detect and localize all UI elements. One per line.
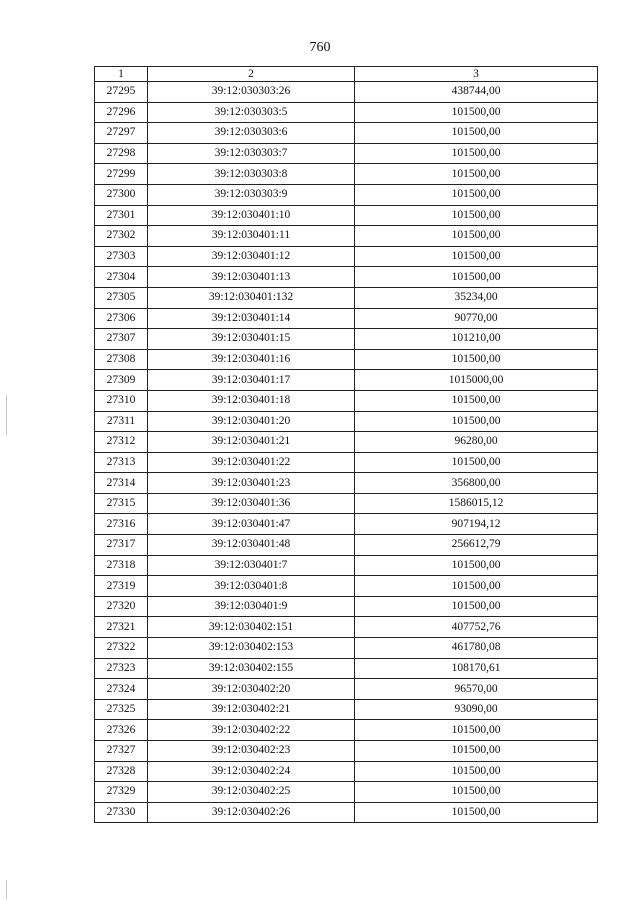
cadastral-number-cell: 39:12:030401:48 [148, 535, 355, 556]
value-cell: 101500,00 [355, 555, 598, 576]
value-cell: 256612,79 [355, 535, 598, 556]
cadastral-number-cell: 39:12:030401:13 [148, 267, 355, 288]
cadastral-number-cell: 39:12:030401:11 [148, 226, 355, 247]
cadastral-number-cell: 39:12:030303:6 [148, 123, 355, 144]
table-row [95, 576, 598, 597]
cadastral-number-cell: 39:12:030401:9 [148, 596, 355, 617]
row-number-cell: 27330 [95, 802, 148, 823]
value-cell: 101500,00 [355, 102, 598, 123]
cadastral-number-cell: 39:12:030402:24 [148, 761, 355, 782]
table-row [95, 493, 598, 514]
value-cell: 96280,00 [355, 432, 598, 453]
cadastral-number-cell: 39:12:030402:153 [148, 638, 355, 659]
cadastral-number-cell: 39:12:030401:22 [148, 452, 355, 473]
row-number-cell: 27309 [95, 370, 148, 391]
value-cell: 90770,00 [355, 308, 598, 329]
value-cell: 101500,00 [355, 164, 598, 185]
value-cell: 93090,00 [355, 699, 598, 720]
registry-table [94, 66, 598, 823]
row-number-cell: 27315 [95, 493, 148, 514]
row-number-cell: 27306 [95, 308, 148, 329]
value-cell: 1586015,12 [355, 493, 598, 514]
scan-margin-mark [6, 880, 7, 900]
table-row [95, 555, 598, 576]
row-number-cell: 27326 [95, 720, 148, 741]
value-cell: 101500,00 [355, 349, 598, 370]
row-number-cell: 27318 [95, 555, 148, 576]
value-cell: 101500,00 [355, 143, 598, 164]
row-number-cell: 27304 [95, 267, 148, 288]
value-cell: 101500,00 [355, 802, 598, 823]
row-number-cell: 27296 [95, 102, 148, 123]
column-header-cadastral-number: 2 [148, 67, 355, 82]
cadastral-number-cell: 39:12:030401:23 [148, 473, 355, 494]
cadastral-number-cell: 39:12:030401:20 [148, 411, 355, 432]
table-body [95, 82, 598, 823]
row-number-cell: 27299 [95, 164, 148, 185]
value-cell: 101500,00 [355, 267, 598, 288]
table-row [95, 287, 598, 308]
value-cell: 35234,00 [355, 287, 598, 308]
table-row [95, 782, 598, 803]
value-cell: 101500,00 [355, 184, 598, 205]
column-header-number: 1 [95, 67, 148, 82]
page-number: 760 [309, 40, 331, 55]
cadastral-number-cell: 39:12:030303:8 [148, 164, 355, 185]
row-number-cell: 27324 [95, 679, 148, 700]
cadastral-number-cell: 39:12:030401:36 [148, 493, 355, 514]
cadastral-number-cell: 39:12:030401:21 [148, 432, 355, 453]
value-cell: 438744,00 [355, 82, 598, 103]
value-cell: 907194,12 [355, 514, 598, 535]
table-row [95, 370, 598, 391]
row-number-cell: 27329 [95, 782, 148, 803]
table-row [95, 411, 598, 432]
table-row [95, 82, 598, 103]
table-row [95, 699, 598, 720]
table-row [95, 267, 598, 288]
row-number-cell: 27327 [95, 741, 148, 762]
cadastral-number-cell: 39:12:030303:5 [148, 102, 355, 123]
table-row [95, 617, 598, 638]
table-row [95, 679, 598, 700]
cadastral-number-cell: 39:12:030401:12 [148, 246, 355, 267]
table-row [95, 432, 598, 453]
cadastral-number-cell: 39:12:030401:8 [148, 576, 355, 597]
cadastral-number-cell: 39:12:030402:155 [148, 658, 355, 679]
row-number-cell: 27303 [95, 246, 148, 267]
row-number-cell: 27295 [95, 82, 148, 103]
cadastral-number-cell: 39:12:030401:10 [148, 205, 355, 226]
value-cell: 96570,00 [355, 679, 598, 700]
row-number-cell: 27322 [95, 638, 148, 659]
cadastral-number-cell: 39:12:030402:21 [148, 699, 355, 720]
table-row [95, 205, 598, 226]
cadastral-number-cell: 39:12:030401:132 [148, 287, 355, 308]
row-number-cell: 27313 [95, 452, 148, 473]
cadastral-number-cell: 39:12:030402:26 [148, 802, 355, 823]
row-number-cell: 27300 [95, 184, 148, 205]
row-number-cell: 27308 [95, 349, 148, 370]
scan-margin-mark [6, 395, 7, 435]
cadastral-number-cell: 39:12:030401:15 [148, 329, 355, 350]
value-cell: 101500,00 [355, 782, 598, 803]
row-number-cell: 27298 [95, 143, 148, 164]
cadastral-number-cell: 39:12:030303:7 [148, 143, 355, 164]
table-row [95, 102, 598, 123]
table-row [95, 308, 598, 329]
cadastral-number-cell: 39:12:030402:23 [148, 741, 355, 762]
value-cell: 101500,00 [355, 123, 598, 144]
table-row [95, 349, 598, 370]
table-row [95, 514, 598, 535]
table-row [95, 535, 598, 556]
cadastral-number-cell: 39:12:030401:14 [148, 308, 355, 329]
row-number-cell: 27302 [95, 226, 148, 247]
cadastral-number-cell: 39:12:030303:26 [148, 82, 355, 103]
row-number-cell: 27301 [95, 205, 148, 226]
table-row [95, 390, 598, 411]
column-header-value: 3 [355, 67, 598, 82]
table-row [95, 123, 598, 144]
row-number-cell: 27328 [95, 761, 148, 782]
row-number-cell: 27319 [95, 576, 148, 597]
table-row [95, 658, 598, 679]
cadastral-number-cell: 39:12:030401:18 [148, 390, 355, 411]
cadastral-number-cell: 39:12:030402:25 [148, 782, 355, 803]
table-row [95, 473, 598, 494]
cadastral-number-cell: 39:12:030402:20 [148, 679, 355, 700]
value-cell: 101500,00 [355, 576, 598, 597]
value-cell: 101500,00 [355, 205, 598, 226]
table-row [95, 143, 598, 164]
row-number-cell: 27310 [95, 390, 148, 411]
row-number-cell: 27297 [95, 123, 148, 144]
value-cell: 101500,00 [355, 411, 598, 432]
value-cell: 101500,00 [355, 741, 598, 762]
cadastral-number-cell: 39:12:030401:16 [148, 349, 355, 370]
table-row [95, 802, 598, 823]
value-cell: 101500,00 [355, 390, 598, 411]
cadastral-number-cell: 39:12:030402:22 [148, 720, 355, 741]
row-number-cell: 27311 [95, 411, 148, 432]
cadastral-number-cell: 39:12:030401:47 [148, 514, 355, 535]
table-row [95, 761, 598, 782]
row-number-cell: 27314 [95, 473, 148, 494]
cadastral-number-cell: 39:12:030401:7 [148, 555, 355, 576]
row-number-cell: 27317 [95, 535, 148, 556]
row-number-cell: 27320 [95, 596, 148, 617]
row-number-cell: 27305 [95, 287, 148, 308]
value-cell: 101500,00 [355, 596, 598, 617]
value-cell: 101500,00 [355, 246, 598, 267]
table-row [95, 184, 598, 205]
table-row [95, 720, 598, 741]
row-number-cell: 27307 [95, 329, 148, 350]
table-row [95, 226, 598, 247]
cadastral-number-cell: 39:12:030402:151 [148, 617, 355, 638]
value-cell: 108170,61 [355, 658, 598, 679]
cadastral-number-cell: 39:12:030401:17 [148, 370, 355, 391]
table-row [95, 246, 598, 267]
value-cell: 101500,00 [355, 761, 598, 782]
cadastral-number-cell: 39:12:030303:9 [148, 184, 355, 205]
value-cell: 101500,00 [355, 452, 598, 473]
row-number-cell: 27316 [95, 514, 148, 535]
table-row [95, 741, 598, 762]
row-number-cell: 27321 [95, 617, 148, 638]
table-row [95, 164, 598, 185]
row-number-cell: 27325 [95, 699, 148, 720]
value-cell: 407752,76 [355, 617, 598, 638]
value-cell: 461780,08 [355, 638, 598, 659]
table-header [95, 67, 598, 82]
table-row [95, 638, 598, 659]
row-number-cell: 27312 [95, 432, 148, 453]
row-number-cell: 27323 [95, 658, 148, 679]
value-cell: 356800,00 [355, 473, 598, 494]
table-row [95, 452, 598, 473]
value-cell: 101500,00 [355, 226, 598, 247]
value-cell: 1015000,00 [355, 370, 598, 391]
table-row [95, 596, 598, 617]
table-row [95, 329, 598, 350]
value-cell: 101500,00 [355, 720, 598, 741]
value-cell: 101210,00 [355, 329, 598, 350]
header-row [95, 67, 598, 82]
